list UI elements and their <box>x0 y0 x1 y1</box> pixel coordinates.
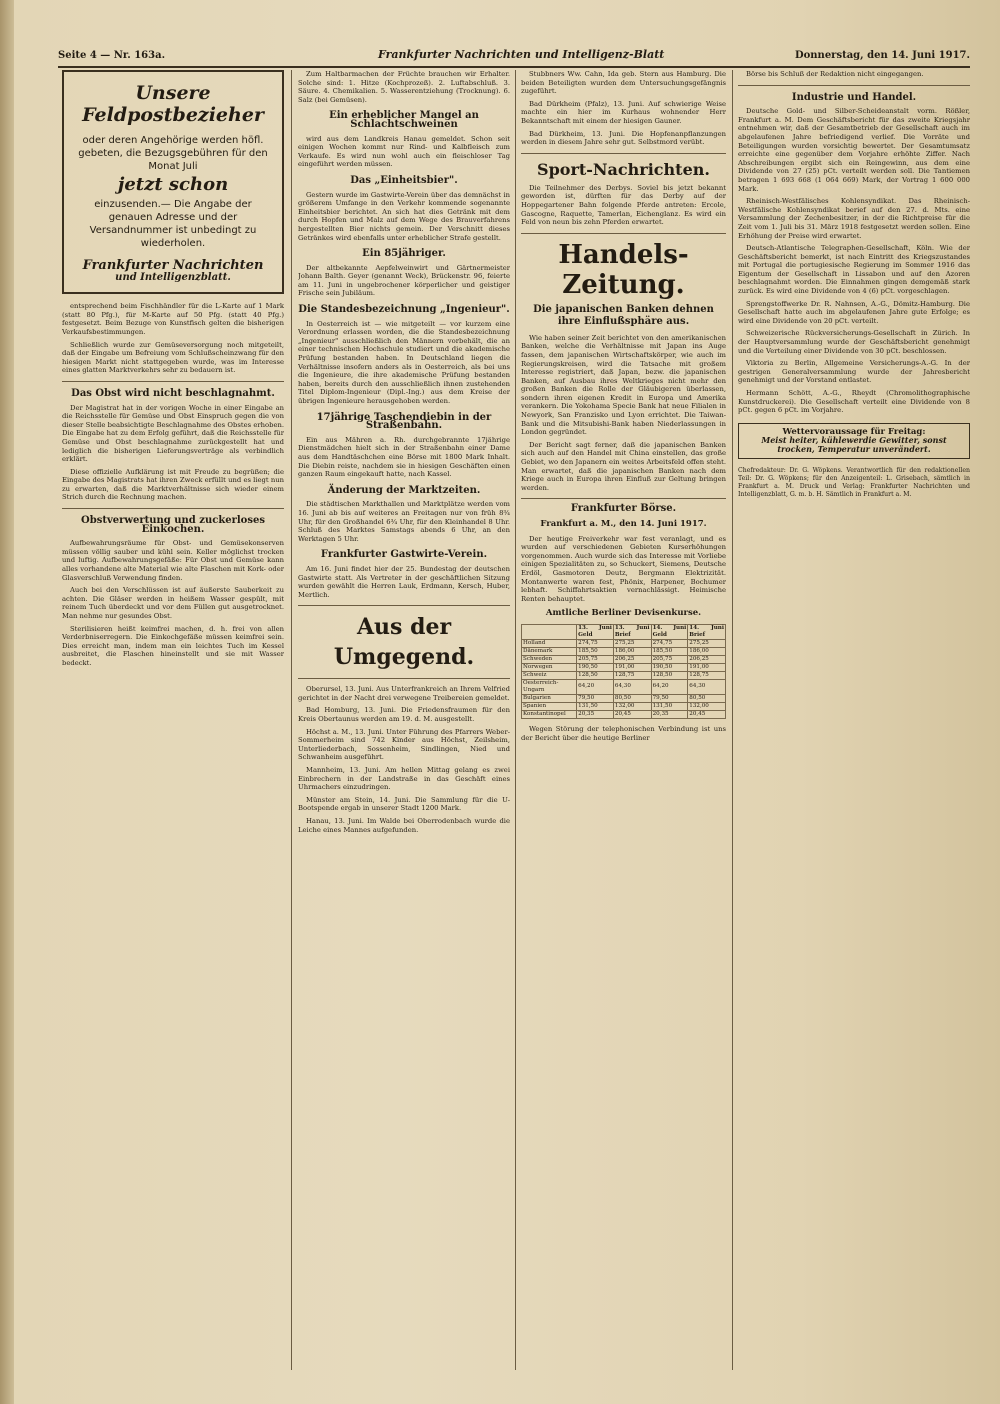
table-header-cell <box>522 624 577 639</box>
imprint: Chefredakteur: Dr. G. Wöpkens. Verantwortlich für den redaktionellen Teil: Dr. G. Wöpkens; für den Anzeigenteil: L. Grisebach, sämtlich in Frankfurt a. M. Druck und Verlag: Frankfurter Nachrichten und Intelligenzblatt, G. m. b. H. Sämtlich in Frankfurt a. M. <box>738 466 970 498</box>
boerse-heading: Frankfurter Börse. <box>570 503 677 515</box>
table-cell: 185,50 <box>651 647 688 655</box>
article-text: In Oesterreich ist — wie mitgeteilt — vor kurzem eine Verordnung erlassen worden, die die Standesbezeichnung „Ingenieur" ausschließlich den Männern vorbehält, die an einer technischen Hochschule studiert und die akademische Prüfung bestanden haben. In Deutschland liegen die Verhältnisse insofern anders als in Oesterreich, als bei uns die Ingenieure, die ihre akademische Prüfung bestanden haben, bereits durch den ausschließlich ihnen zustehenden Titel Diplom-Ingenieur (Dipl.-Ing.) aus dem Kreise der übrigen Ingenieure herausgehoben werden. <box>298 319 510 405</box>
article-text: Aufbewahrungsräume für Obst- und Gemüsekonserven müssen völlig sauber und kühl sein. Keller möglichst trocken und luftig. Aufbewahrungsgefäße: Für Obst und Gemüse kann alles vorhandene alte Material wie alte Flaschen mit Kork- oder Glasverschluß Verwendung finden. <box>62 539 284 582</box>
table-cell: 185,50 <box>577 647 614 655</box>
column-3 <box>521 70 726 1370</box>
table-cell: 132,00 <box>688 702 726 710</box>
article-text: Zum Haltbarmachen der Früchte brauchen wir Erhalter. Solche sind: 1. Hitze (Kochprozeß). 2. Luftabschluß. 3. Säure. 4. Chemikalien. 5. Wasserentziehung (Trocknung). 6. Salz (bei Gemüsen). <box>298 70 510 104</box>
section-heading-umgegend: Aus der Umgegend. <box>333 614 475 671</box>
article-text: entsprechend beim Fischhändler für die L-Karte auf 1 Mark (statt 80 Pfg.), für M-Karte auf 50 Pfg. (statt 40 Pfg.) festgesetzt. Beim Bezuge von Kunstfisch gelten die bisherigen Verkaufsbestimmungen. <box>62 302 284 336</box>
article-text: Oberursel, 13. Juni. Aus Unterfrankreich an Ihrem Velfried gerichtet in der Nacht drei verwegene Treibereien gemeldet. <box>298 685 510 702</box>
article-text: Bad Dürkheim, 13. Juni. Die Hopfenanpflanzungen werden in diesem Jahre sehr gut. Selbstmord verübt. <box>521 129 726 147</box>
table-cell: Holland <box>522 639 577 647</box>
divider <box>521 233 726 234</box>
table-cell: Schweiz <box>522 671 577 679</box>
table-cell: 191,00 <box>613 663 651 671</box>
table-cell: 274,75 <box>651 639 688 647</box>
table-cell: 206,25 <box>613 655 651 663</box>
article-text: Börse bis Schluß der Redaktion nicht eingegangen. <box>746 70 924 78</box>
article-text: Höchst a. M., 13. Juni. Unter Führung des Pfarrers Weber-Sommerheim sind 742 Kinder aus Höchst, Zeilsheim, Unterliederbach, Sossenheim, Sindlingen, Nied und Schwanheim ausgeführt. <box>298 727 510 762</box>
article-heading: Die Standesbezeichnung „Ingenieur". <box>298 304 510 316</box>
table-cell: 79,50 <box>577 694 614 702</box>
ad-title: Unsere Feldpostbezieher <box>82 82 264 126</box>
next-page-edge <box>984 70 1000 1370</box>
table-cell: 132,00 <box>613 702 651 710</box>
article-heading: Das „Einheitsbier". <box>350 174 458 186</box>
paper-edge <box>0 0 14 1404</box>
table-cell: 20,35 <box>577 710 614 718</box>
column-rule <box>515 70 516 1370</box>
table-row <box>522 655 726 663</box>
boerse-date: Frankfurt a. M., den 14. Juni 1917. <box>540 519 707 529</box>
table-cell: Oesterreich-Ungarn <box>522 679 577 694</box>
article-text: Deutsch-Atlantische Telegraphen-Gesellschaft, Köln. Wie der Geschäftsbericht bemerkt, ist nach Eintritt des Kriegszustandes mit Portugal die portugiesische Regierung im Sommer 1916 das Eigentum der Gesellschaft in Lissabon und auf den Azoren beschlagnahmt worden. Die Einnahmen gingen demgemäß stark zurück. Es wird eine Dividende von 4 (6) pCt. vorgeschlagen. <box>738 244 970 296</box>
article-text: Rheinisch-Westfälisches Kohlensyndikat. Das Rheinisch-Westfälische Kohlensyndikat berief auf den 27. d. Mts. eine Versammlung der Zechenbesitzer, in der die Richtpreise für die Zeit vom 1. Juli bis 31. März 1918 festgesetzt werden sollen. Eine Erhöhung der Preise wird erwartet. <box>738 197 970 240</box>
divider <box>738 85 970 86</box>
divider <box>298 605 510 606</box>
table-cell: 275,25 <box>688 639 726 647</box>
table-header-cell: 14. Juni Geld <box>652 624 687 638</box>
table-cell: Schweden <box>522 655 577 663</box>
article-text: wird aus dem Landkreis Hanau gemeldet. Schon seit einigen Wochen kommt nur Rind- und Kalbfleisch zum Verkaufe. Es wird nun wohl auch ein fleischloser Tag eingeführt werden müssen. <box>298 134 510 169</box>
page-number: Seite 4 — Nr. 163a. <box>58 50 166 61</box>
table-cell: Norwegen <box>522 663 577 671</box>
table-title: Amtliche Berliner Devisenkurse. <box>545 608 702 619</box>
table-row <box>522 663 726 671</box>
table-cell: 20,45 <box>688 710 726 718</box>
table-cell: 131,50 <box>577 702 614 710</box>
table-cell: 64,20 <box>577 679 614 694</box>
article-text: Deutsche Gold- und Silber-Scheideanstalt vorm. Rößler, Frankfurt a. M. Dem Geschäftsbericht für das zweite Kriegsjahr entnehmen wir, daß der Gesamtbetrieb der Gesellschaft auch im abgelaufenen Jahre befriedigend verlief. Die Vorräte und Beteiligungen wurden vorsichtig bewertet. Der Gesamtumsatz erreichte eine gegenüber dem Vorjahre erhöhte Ziffer. Nach Abschreibungen ergibt sich ein Reingewinn, aus dem eine Dividende von 27 (25) pCt. verteilt werden soll. Die Tantiemen betragen 1 693 668 (1 064 669) Mark, der Vortrag 1 600 000 Mark. <box>738 107 970 193</box>
section-heading-sport: Sport-Nachrichten. <box>537 159 710 179</box>
article-heading: Änderung der Marktzeiten. <box>327 484 481 496</box>
article-text: Stubbners Ww. Cahn, Ida geb. Stern aus Hamburg. Die beiden Beteiligten wurden dem Untersuchungsgefängnis zugeführt. <box>521 70 726 96</box>
table-cell: 191,00 <box>688 663 726 671</box>
table-cell: Konstantinopel <box>522 710 577 718</box>
table-row <box>522 702 726 710</box>
table-cell: 205,75 <box>577 655 614 663</box>
table-header-cell: 13. Juni Brief <box>614 624 650 638</box>
article-text: Der altbekannte Aepfelweinwirt und Gärtnermeister Johann Balth. Geyer (genannt Weck), Brückenstr. 96, feierte am 11. Juni in ungebrochener körperlicher und geistiger Frische sein Jubiläum. <box>298 263 510 298</box>
column-rule <box>291 70 292 1370</box>
column-rule <box>732 70 733 1370</box>
article-text: Schweizerische Rückversicherungs-Gesellschaft in Zürich. In der Hauptversammlung wurde der Geschäftsbericht genehmigt und die Verteilung einer Dividende von 30 pCt. beschlossen. <box>738 329 970 355</box>
table-header-cell: 13. Juni Geld <box>578 624 612 638</box>
article-text: Der Bericht sagt ferner, daß die japanischen Banken sich auch auf den Handel mit China einstellen, das große Gebiet, wo den Japanern ein weites Arbeitsfeld offen steht. Man erwartet, daß die japanischen Banken nach dem Kriege auch in Europa ihren Einfluß zur Geltung bringen werden. <box>521 440 726 492</box>
table-header-cell: 14. Juni Brief <box>689 624 724 638</box>
table-cell: 274,75 <box>577 639 614 647</box>
table-cell: 186,00 <box>613 647 651 655</box>
article-heading: Ein erheblicher Mangel an Schlachtschweinen <box>329 110 479 130</box>
divider <box>521 153 726 154</box>
section-heading-handel: Handels-Zeitung. <box>558 239 689 300</box>
ad-text-2: einzusenden.— Die Angabe der genauen Adresse und der Versandnummer ist unbedingt zu wiederholen. <box>89 198 257 249</box>
table-cell: 206,25 <box>688 655 726 663</box>
table-cell: Spanien <box>522 702 577 710</box>
table-cell: 128,50 <box>651 671 688 679</box>
newspaper-title: Frankfurter Nachrichten und Intelligenz-Blatt <box>378 48 665 61</box>
article-text: Der heutige Freiverkehr war fest veranlagt, und es wurden auf verschiedenen Gebieten Kurserhöhungen vorgenommen. Auch wurde sich das Interesse mit Vorliebe einigen Spezialitäten zu, so Schuckert, Siemens, Deutsche Erdöl, Gasmotoren Deutz, Bergmann Elektrizität. Montanwerte waren fest, Phönix, Harpener, Bochumer lebhaft. Schiffahrtsaktien vernachlässigt. Heimische Renten behauptet. <box>521 534 726 603</box>
article-text: Ein aus Mähren a. Rh. durchgebrannte 17jährige Dienstmädchen hielt sich in der Straßenbahn einer Dame aus dem Handtäschchen eine Börse mit 1800 Mark Inhalt. Die Diebin reiste, nachdem sie in hiesigen Geschäften einen ganzen Raum eingekauft hatte, nach Kassel. <box>298 435 510 479</box>
divider <box>62 508 284 509</box>
article-text: Diese offizielle Aufklärung ist mit Freude zu begrüßen; die Eingabe des Magistrats hat ihren Zweck erfüllt und es liegt nun zu erwarten, daß die Marktverhältnisse sich wieder einem Strich durch die Rechnung machen. <box>62 467 284 502</box>
article-text: Gestern wurde im Gastwirte-Verein über das demnächst in größerem Umfange in den Verkehr kommende sogenannte Einheitsbier berichtet. An sich hat dies Getränk mit dem durch Hopfen und Malz auf dem Wege des Brauverfahrens hergestellten Bier nichts gemein. Der Verschnitt dieses Getränkes wird ebenfalls unter erheblicher Strafe gestellt. <box>298 190 510 242</box>
page-header <box>58 44 970 68</box>
article-text: Hermann Schött, A.-G., Rheydt (Chromolithographische Kunstdruckerei). Die Gesellschaft verteilt eine Dividende von 8 pCt. gegen 6 pCt. im Vorjahre. <box>738 389 970 415</box>
table-header-row <box>522 624 726 639</box>
divider <box>62 381 284 382</box>
table-row <box>522 671 726 679</box>
article-heading: Das Obst wird nicht beschlagnahmt. <box>71 387 275 399</box>
article-text: Bad Dürkheim (Pfalz), 13. Juni. Auf schwierige Weise machte ein hier im Kurhaus wohnender Herr Bekanntschaft mit einem der hiesigen Gauner. <box>521 99 726 125</box>
ad-publisher-sub: und Intelligenzblatt. <box>115 271 231 283</box>
ad-publisher: Frankfurter Nachrichten <box>82 257 264 273</box>
column-4 <box>738 70 970 1370</box>
article-text: Die Teilnehmer des Derbys. Soviel bis jetzt bekannt geworden ist, dürften für das Derby auf der Hoppegartener Bahn folgende Pferde antreten: Ercole, Gascogne, Raquette, Tamerlan, Eichenglanz. Es wird ein Feld von neun bis zehn Pferden erwartet. <box>521 183 726 227</box>
table-cell: 128,75 <box>613 671 651 679</box>
exchange-rate-table <box>521 624 726 719</box>
article-heading: Frankfurter Gastwirte-Verein. <box>320 549 488 561</box>
table-row <box>522 694 726 702</box>
article-text: Hanau, 13. Juni. Im Walde bei Oberrodenbach wurde die Leiche eines Mannes aufgefunden. <box>298 817 510 834</box>
table-cell: 275,25 <box>613 639 651 647</box>
article-heading: Industrie und Handel. <box>791 91 917 103</box>
table-body <box>522 639 726 718</box>
ad-text-1: oder deren Angehörige werden höfl. gebeten, die Bezugsgebühren für den Monat Juli <box>78 135 268 172</box>
table-cell: 205,75 <box>651 655 688 663</box>
table-cell: Dänemark <box>522 647 577 655</box>
article-text: Sprengstoffwerke Dr. R. Nahnsen, A.-G., Dömitz-Hamburg. Die Gesellschaft hatte auch im abgelaufenen Jahre gute Erfolge; es wird eine Dividende von 20 pCt. verteilt. <box>738 299 970 325</box>
weather-title: Wettervoraussage für Freitag: <box>782 426 926 437</box>
table-cell: 186,00 <box>688 647 726 655</box>
article-heading: Ein 85jähriger. <box>362 248 446 260</box>
table-cell: 64,30 <box>613 679 651 694</box>
article-text: Schließlich wurde zur Gemüseversorgung noch mitgeteilt, daß der Eingabe um Befreiung vom Schlußscheinzwang für den hiesigen Markt nicht stattgegeben wurde, was im Interesse eines glatten Marktverkehrs sehr zu bedauern ist. <box>62 340 284 375</box>
article-text: Auch bei den Verschlüssen ist auf äußerste Sauberkeit zu achten. Die Gläser werden in heißem Wasser gespült, mit reinem Tuch überdeckt und vor dem Füllen gut ausgetrocknet. Man nehme nur gesundes Obst. <box>62 586 284 620</box>
column-1 <box>62 70 284 1370</box>
issue-date: Donnerstag, den 14. Juni 1917. <box>794 50 970 61</box>
article-heading: Obstverwertung und zuckerloses Einkochen. <box>81 515 265 535</box>
article-text: Münster am Stein, 14. Juni. Die Sammlung für die U-Bootspende ergab in unserer Stadt 1200 Mark. <box>298 795 510 813</box>
table-cell: 80,50 <box>688 694 726 702</box>
ad-emphasis: jetzt schon <box>117 174 229 195</box>
table-cell: 128,50 <box>577 671 614 679</box>
article-text: Sterilisieren heißt keimfrei machen, d. h. frei von allen Verderbniserregern. Die Einkochgefäße müssen keimfrei sein. Dies erreicht man, indem man ein leichtes Tuch im Kessel ausbreitet, die Flaschen hineinstellt und sie mit Wasser bedeckt. <box>62 624 284 667</box>
table-cell: 131,50 <box>651 702 688 710</box>
table-cell: 80,50 <box>613 694 651 702</box>
table-cell: 64,20 <box>651 679 688 694</box>
table-cell: 190,50 <box>577 663 614 671</box>
table-cell: 190,50 <box>651 663 688 671</box>
table-cell: Bulgarien <box>522 694 577 702</box>
table-row <box>522 639 726 647</box>
subscription-ad <box>62 70 284 294</box>
article-text: Bad Homburg, 13. Juni. Die Friedensfraumen für den Kreis Obertaunus werden am 19. d. M. ausgestellt. <box>298 706 510 724</box>
article-text: Wie haben seiner Zeit berichtet von den amerikanischen Banken, welche die Verhältnisse mit Japan ins Auge fassen, dem japanischen Wirtschaftskörper, wie auch im Regierungskreisen, wird die Tatsache mit großem Interesse registriert, daß Japan, bezw. die japanischen Banken, auf Ausbau ihres Weltkrieges nicht mehr den großen Banken die Rolle der Gläubigeren überlassen, sondern ihren eigenen Kredit in Europa und Amerika verankern. Die Yokohama Specie Bank hat neue Filialen in Newyork, San Franzisko und Lyon errichtet. Die Taiwan-Bank und die Mitsubishi-Bank haben Niederlassungen in London gegründet. <box>521 333 726 437</box>
weather-text: Meist heiter, kühlewerdie Gewitter, sonst trocken, Temperatur unverändert. <box>761 435 947 454</box>
article-text: Wegen Störung der telephonischen Verbindung ist uns der Bericht über die heutige Berliner <box>521 724 726 742</box>
table-cell: 20,35 <box>651 710 688 718</box>
table-cell: 79,50 <box>651 694 688 702</box>
article-text: Der Magistrat hat in der vorigen Woche in einer Eingabe an die Reichsstelle für Gemüse und Obst Einspruch gegen die von dieser Stelle beabsichtigte Beschlagnahme des Obstes erhoben. Die Eingabe hat zu dem Erfolg geführt, daß die Reichsstelle für Gemüse und Obst beschlagnahme zurückgestellt hat und lediglich die bisherigen Lieferungsverträge als verbindlich erklärt. <box>62 403 284 464</box>
article-subheading: Die japanischen Banken dehnen ihre Einflußsphäre aus. <box>533 303 714 327</box>
weather-box <box>738 423 970 459</box>
table-cell: 20,45 <box>613 710 651 718</box>
table-cell: 128,75 <box>688 671 726 679</box>
table-cell: 64,30 <box>688 679 726 694</box>
article-text: Viktoria zu Berlin, Allgemeine Versicherungs-A.-G. In der gestrigen Generalversammlung wurde der Jahresbericht genehmigt und der Vorstand entlastet. <box>738 359 970 385</box>
article-heading: 17jährige Taschendiebin in der Straßenbahn. <box>316 411 492 432</box>
article-text: Mannheim, 13. Juni. Am hellen Mittag gelang es zwei Einbrechern in der Landstraße in das Geschäft eines Uhrmachers einzudringen. <box>298 766 510 792</box>
table-row <box>522 647 726 655</box>
table-row <box>522 710 726 718</box>
article-text: Die städtischen Markthallen und Marktplätze werden vom 16. Juni ab bis auf weiteres an Freitagen nur von früh 8¾ Uhr, für den Großhandel 6¾ Uhr, für den Kleinhandel 8 Uhr. Schluß des Marktes Samstags abends 6 Uhr, an den Werktagen 5 Uhr. <box>298 500 510 543</box>
column-2 <box>298 70 510 1370</box>
table-row <box>522 679 726 694</box>
divider <box>521 498 726 499</box>
divider <box>298 678 510 679</box>
article-text: Am 16. Juni findet hier der 25. Bundestag der deutschen Gastwirte statt. Als Vertreter in der geschäftlichen Sitzung wurden gewählt die Herren Lauk, Erdmann, Kersch, Huber, Mertlich. <box>298 564 510 599</box>
